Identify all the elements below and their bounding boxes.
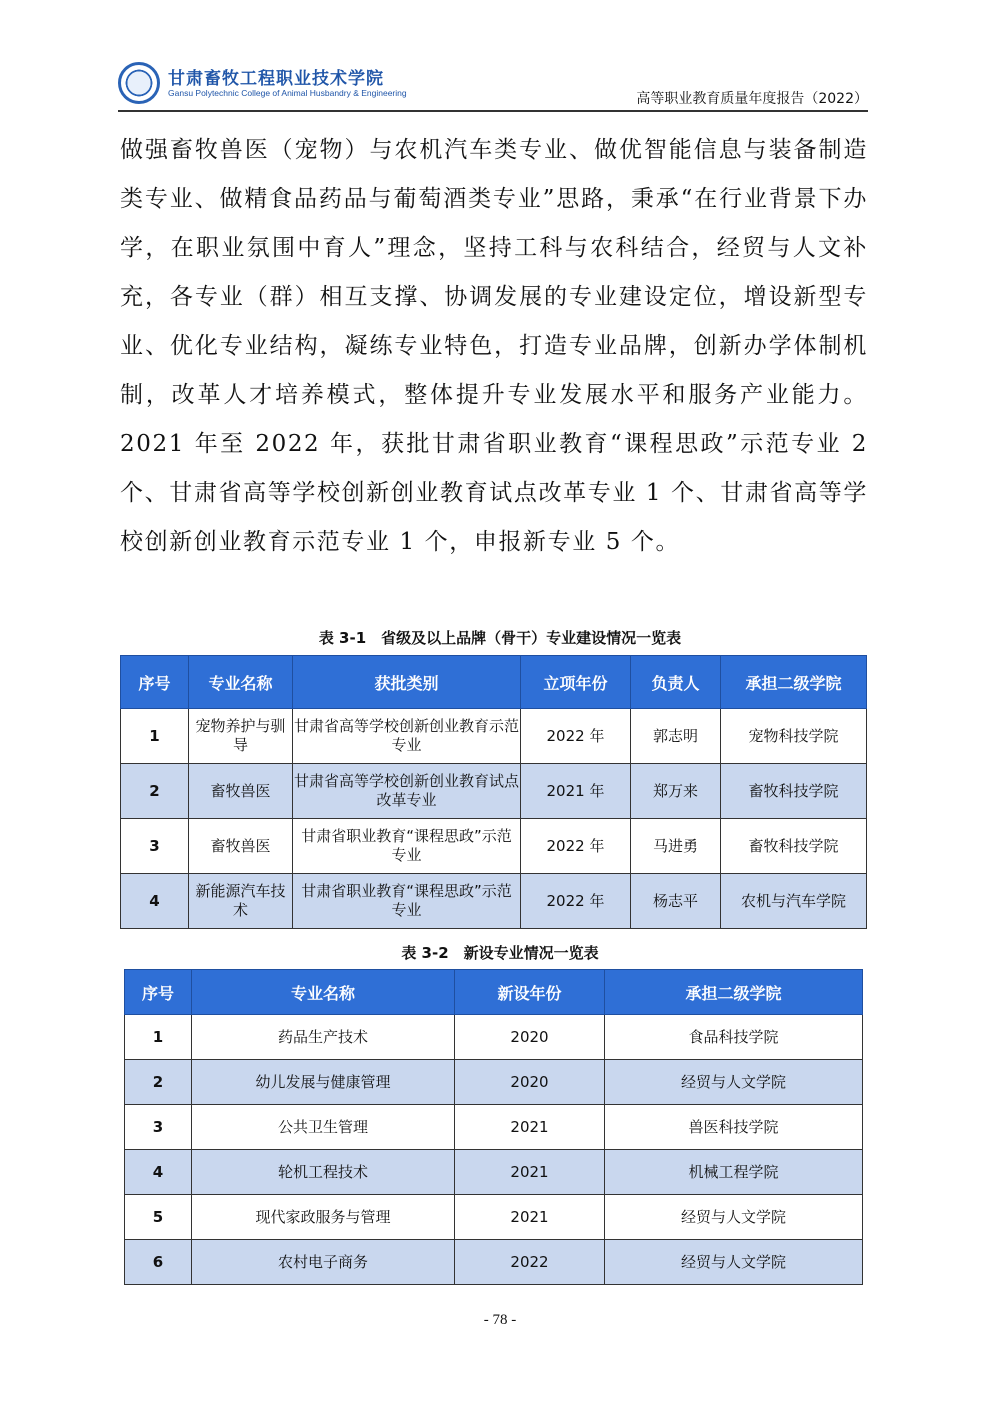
- table-cell: 郑万来: [631, 764, 721, 819]
- table-cell: 郭志明: [631, 709, 721, 764]
- college-logo-icon: [118, 62, 160, 104]
- table-row: [125, 1060, 863, 1105]
- table-cell: 2020: [455, 1015, 605, 1060]
- table-header-row: [125, 970, 863, 1015]
- table-cell: 2021: [455, 1195, 605, 1240]
- table-cell: 甘肃省高等学校创新创业教育示范专业: [293, 709, 521, 764]
- table-cell: 经贸与人文学院: [605, 1060, 863, 1105]
- col-header: 序号: [121, 656, 189, 709]
- table-row: [121, 709, 867, 764]
- table-cell: 2020: [455, 1060, 605, 1105]
- table-cell: 2: [121, 764, 189, 819]
- table-cell: 甘肃省职业教育“课程思政”示范专业: [293, 874, 521, 929]
- body-paragraph: 做强畜牧兽医（宠物）与农机汽车类专业、做优智能信息与装备制造类专业、做精食品药品与葡萄酒类专业”思路，秉承“在行业背景下办学，在职业氛围中育人”理念，坚持工科与农科结合，经贸与人文补充，各专业（群）相互支撑、协调发展的专业建设定位，增设新型专业、优化专业结构，凝练专业特色，打造专业品牌，创新办学体制机制，改革人才培养模式，整体提升专业发展水平和服务产业能力。2021 年至 2022 年，获批甘肃省职业教育“课程思政”示范专业 2 个、甘肃省高等学校创新创业教育试点改革专业 1 个、甘肃省高等学校创新创业教育示范专业 1 个，申报新专业 5 个。: [120, 137, 868, 555]
- table-cell: 畜牧科技学院: [721, 764, 867, 819]
- table-cell: 经贸与人文学院: [605, 1240, 863, 1285]
- table-cell: 药品生产技术: [192, 1015, 455, 1060]
- school-name-en: Gansu Polytechnic College of Animal Husbandry & Engineering: [168, 88, 407, 98]
- table-cell: 经贸与人文学院: [605, 1195, 863, 1240]
- table-cell: 3: [125, 1105, 192, 1150]
- school-name-cn: 甘肃畜牧工程职业技术学院: [168, 69, 384, 89]
- col-header: 专业名称: [192, 970, 455, 1015]
- table-cell: 2021: [455, 1105, 605, 1150]
- table-row: [125, 1105, 863, 1150]
- new-major-table: [124, 969, 863, 1285]
- page-number: - 78 -: [483, 1312, 517, 1328]
- table1-caption: 表 3-1 省级及以上品牌（骨干）专业建设情况一览表: [318, 629, 682, 647]
- table-cell: 2022 年: [521, 709, 631, 764]
- table-cell: 新能源汽车技术: [189, 874, 293, 929]
- table-cell: 2022 年: [521, 874, 631, 929]
- table-cell: 2022 年: [521, 819, 631, 874]
- table-cell: 宠物养护与驯导: [189, 709, 293, 764]
- table-header-row: [121, 656, 867, 709]
- table-cell: 1: [125, 1015, 192, 1060]
- col-header: 承担二级学院: [605, 970, 863, 1015]
- table-cell: 2021: [455, 1150, 605, 1195]
- table-cell: 兽医科技学院: [605, 1105, 863, 1150]
- table-cell: 畜牧科技学院: [721, 819, 867, 874]
- table-cell: 2022: [455, 1240, 605, 1285]
- table-cell: 1: [121, 709, 189, 764]
- col-header: 序号: [125, 970, 192, 1015]
- table-cell: 2: [125, 1060, 192, 1105]
- table2-caption: 表 3-2 新设专业情况一览表: [401, 944, 599, 962]
- table-cell: 甘肃省高等学校创新创业教育试点改革专业: [293, 764, 521, 819]
- table-cell: 6: [125, 1240, 192, 1285]
- table-row: [125, 1240, 863, 1285]
- table-row: [125, 1150, 863, 1195]
- table-cell: 5: [125, 1195, 192, 1240]
- table-row: [121, 764, 867, 819]
- report-title: 高等职业教育质量年度报告（2022）: [636, 91, 868, 107]
- table-cell: 畜牧兽医: [189, 764, 293, 819]
- table-cell: 宠物科技学院: [721, 709, 867, 764]
- col-header: 专业名称: [189, 656, 293, 709]
- table-row: [121, 819, 867, 874]
- table-cell: 食品科技学院: [605, 1015, 863, 1060]
- table-cell: 幼儿发展与健康管理: [192, 1060, 455, 1105]
- table-row: [125, 1195, 863, 1240]
- table-cell: 农村电子商务: [192, 1240, 455, 1285]
- col-header: 负责人: [631, 656, 721, 709]
- brand-major-table: [120, 655, 867, 929]
- table-row: [121, 874, 867, 929]
- table-cell: 甘肃省职业教育“课程思政”示范专业: [293, 819, 521, 874]
- table-cell: 4: [125, 1150, 192, 1195]
- col-header: 新设年份: [455, 970, 605, 1015]
- col-header: 获批类别: [293, 656, 521, 709]
- table-cell: 公共卫生管理: [192, 1105, 455, 1150]
- col-header: 承担二级学院: [721, 656, 867, 709]
- table-cell: 马进勇: [631, 819, 721, 874]
- table-cell: 农机与汽车学院: [721, 874, 867, 929]
- table-cell: 现代家政服务与管理: [192, 1195, 455, 1240]
- table-cell: 2021 年: [521, 764, 631, 819]
- table-cell: 杨志平: [631, 874, 721, 929]
- page-header: [118, 58, 868, 112]
- col-header: 立项年份: [521, 656, 631, 709]
- table-cell: 轮机工程技术: [192, 1150, 455, 1195]
- table-cell: 机械工程学院: [605, 1150, 863, 1195]
- table-row: [125, 1015, 863, 1060]
- table-cell: 3: [121, 819, 189, 874]
- table-cell: 畜牧兽医: [189, 819, 293, 874]
- table-cell: 4: [121, 874, 189, 929]
